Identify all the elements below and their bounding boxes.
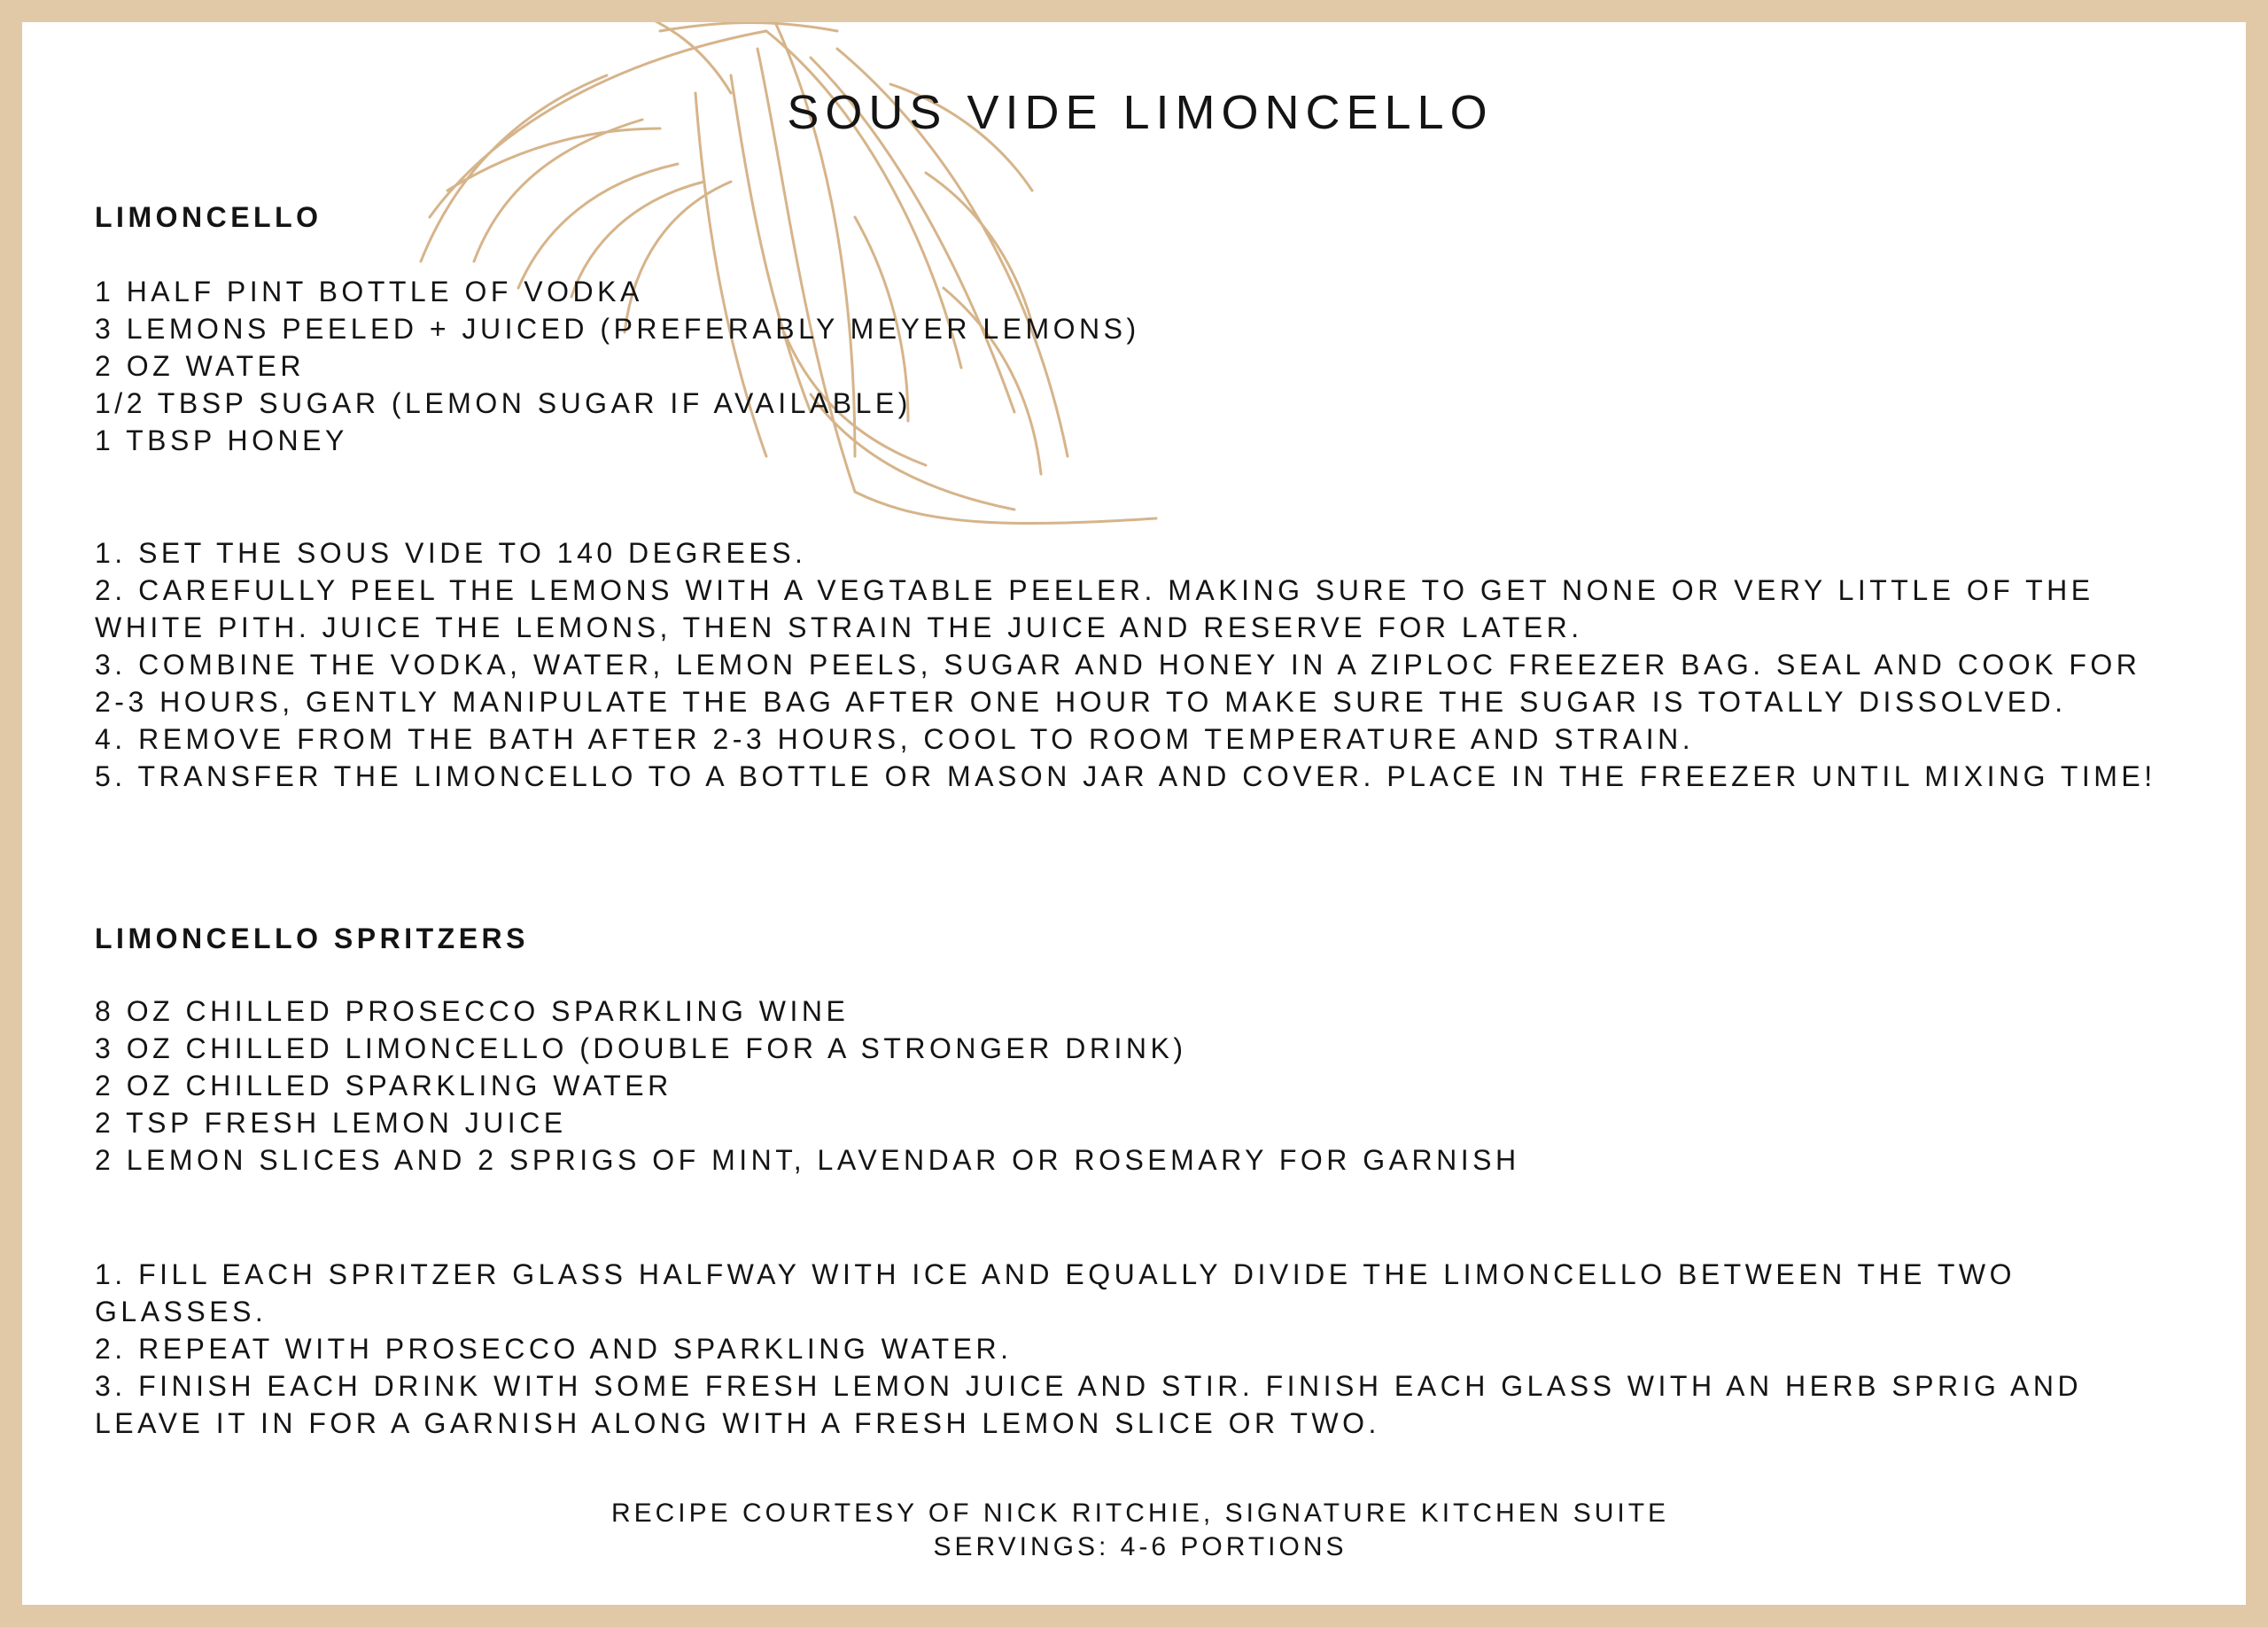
spritzer-steps — [95, 1256, 2186, 1442]
step-item: 2. REPEAT WITH PROSECCO AND SPARKLING WATER. — [95, 1333, 1013, 1365]
ingredient-item: 1 HALF PINT BOTTLE OF VODKA — [95, 276, 643, 307]
recipe-credit: RECIPE COURTESY OF NICK RITCHIE, SIGNATURE KITCHEN SUITE — [610, 1499, 1670, 1528]
ingredient-item: 2 OZ WATER — [95, 350, 305, 382]
recipe-card — [22, 22, 2246, 1605]
step-item: 1. FILL EACH SPRITZER GLASS HALFWAY WITH ICE AND EQUALLY DIVIDE THE LIMONCELLO BETWEEN THE TWO GLASSES. — [95, 1258, 2016, 1327]
ingredient-item: 2 TSP FRESH LEMON JUICE — [95, 1107, 567, 1139]
step-item: 2. CAREFULLY PEEL THE LEMONS WITH A VEGTABLE PEELER. MAKING SURE TO GET NONE OR VERY LITTLE OF THE WHITE PITH. JUICE THE LEMONS, THEN STRAIN THE JUICE AND RESERVE FOR LATER. — [95, 574, 2094, 643]
ingredient-item: 2 OZ CHILLED SPARKLING WATER — [95, 1070, 672, 1102]
ingredient-item: 3 LEMONS PEELED + JUICED (PREFERABLY MEYER LEMONS) — [95, 313, 1140, 345]
section-heading-spritzers: LIMONCELLO SPRITZERS — [95, 922, 529, 954]
ingredient-item: 1/2 TBSP SUGAR (LEMON SUGAR IF AVAILABLE) — [95, 387, 912, 419]
limoncello-steps — [95, 534, 2186, 795]
step-item: 4. REMOVE FROM THE BATH AFTER 2-3 HOURS, COOL TO ROOM TEMPERATURE AND STRAIN. — [95, 723, 1695, 755]
step-item: 1. SET THE SOUS VIDE TO 140 DEGREES. — [95, 537, 807, 569]
limoncello-ingredients — [95, 273, 2186, 459]
step-item: 5. TRANSFER THE LIMONCELLO TO A BOTTLE OR MASON JAR AND COVER. PLACE IN THE FREEZER UNTIL MIXING TIME! — [95, 760, 2156, 792]
recipe-servings: SERVINGS: 4-6 PORTIONS — [933, 1532, 1348, 1561]
recipe-footer — [95, 1497, 2186, 1564]
section-heading-limoncello: LIMONCELLO — [95, 201, 322, 233]
ingredient-item: 3 OZ CHILLED LIMONCELLO (DOUBLE FOR A STRONGER DRINK) — [95, 1032, 1187, 1064]
ingredient-item: 1 TBSP HONEY — [95, 424, 348, 456]
spritzer-ingredients — [95, 993, 2186, 1179]
step-item: 3. COMBINE THE VODKA, WATER, LEMON PEELS, SUGAR AND HONEY IN A ZIPLOC FREEZER BAG. SEAL AND COOK FOR 2-3 HOURS, GENTLY MANIPULATE THE BAG AFTER ONE HOUR TO MAKE SURE THE SUGAR IS TOTALLY DISSOLVED. — [95, 649, 2141, 718]
ingredient-item: 2 LEMON SLICES AND 2 SPRIGS OF MINT, LAVENDAR OR ROSEMARY FOR GARNISH — [95, 1144, 1520, 1176]
ingredient-item: 8 OZ CHILLED PROSECCO SPARKLING WINE — [95, 995, 850, 1027]
recipe-title: SOUS VIDE LIMONCELLO — [787, 86, 1494, 139]
step-item: 3. FINISH EACH DRINK WITH SOME FRESH LEMON JUICE AND STIR. FINISH EACH GLASS WITH AN HERB SPRIG AND LEAVE IT IN FOR A GARNISH ALONG WITH A FRESH LEMON SLICE OR TWO. — [95, 1370, 2083, 1439]
